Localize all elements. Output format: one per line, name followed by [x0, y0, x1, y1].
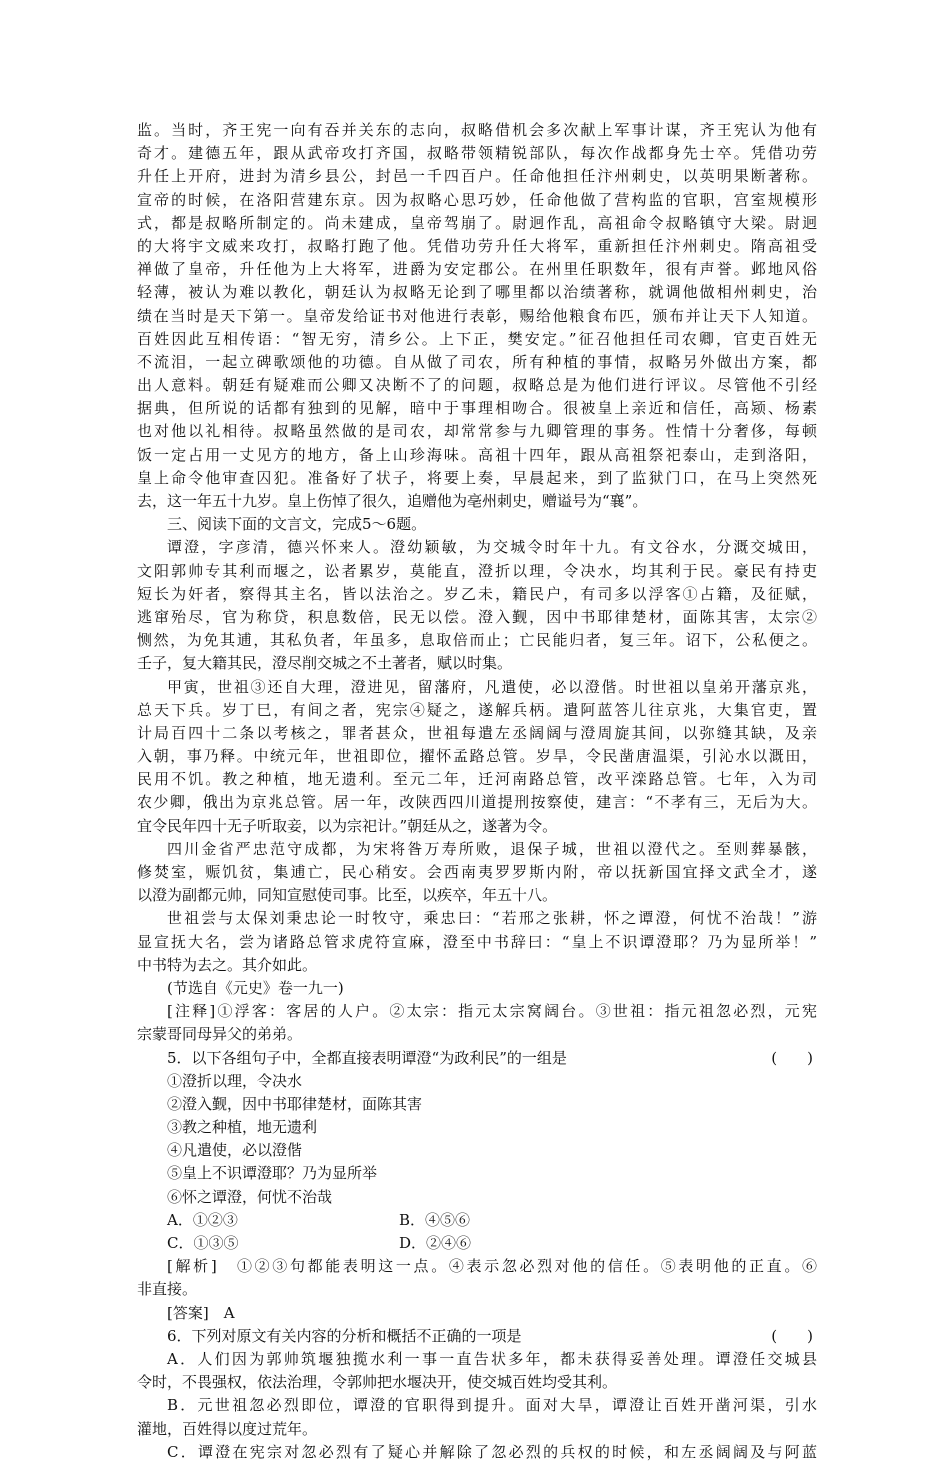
choice-item: ⑥怀之谭澄，何忧不治哉 [167, 1187, 333, 1206]
text-line: 轻薄，被认为难以教化，朝廷认为叔略无论到了哪里都以治绩著称，就调他做相州刺史，治 [137, 283, 817, 302]
choice-item: ③教之种植，地无遗利 [167, 1118, 318, 1137]
text-line: 宗蒙哥同母异父的弟弟。 [137, 1025, 303, 1044]
text-line: 禅做了皇帝，升任他为上大将军，进爵为安定郡公。在州里任职数年，很有声誉。邺地风俗 [137, 260, 817, 279]
text-line: 皇上命令他审查囚犯。准备好了状子，将要上奏，早晨起来，到了监狱门口，在马上突然死 [137, 468, 817, 487]
text-line: 不流泪，一起立碑歌颂他的功德。自从做了司农，所有种植的事情，叔略另外做出方案，都 [137, 352, 817, 371]
question-5 [137, 1047, 817, 1325]
text-line: [注释]①浮客：客居的人户。②太宗：指元太宗窝阔台。③世祖：指元祖忽必烈，元宪 [167, 1002, 817, 1021]
option-b: B．④⑤⑥ [399, 1210, 471, 1229]
answer-paren: ( ) [771, 1326, 813, 1345]
text-line: 农少卿，俄出为京兆总管。居一年，改陕西四川道提刑按察使，建言：“不孝有三，无后为大。 [137, 793, 817, 812]
text-line: 中书特为去之。其介如此。 [137, 955, 318, 974]
text-line: 式，都是叔略所制定的。尚未建成，皇帝驾崩了。尉迥作乱，高祖命令叔略镇守大梁。尉迥 [137, 213, 817, 232]
text-line: 去，这一年五十九岁。皇上伤悼了很久，追赠他为亳州刺史，赠谥号为“襄”。 [137, 492, 648, 510]
text-line: 也对他以礼相待。叔略虽然做的是司农，却常常参与九卿管理的事务。性情十分奢侈，每顿 [137, 422, 817, 441]
text-line: 恻然，为免其逋，其私负者，年虽多，息取倍而止；亡民能归者，复三年。诏下，公私便之。 [137, 631, 817, 650]
text-line: 短长为奸者，察得其主名，皆以法治之。岁乙未，籍民户，有司多以浮客①占籍，及征赋， [137, 584, 817, 603]
text-line: 宣帝的时候，在洛阳营建东京。因为叔略心思巧妙，任命他做了营构监的官职，宫室规模形 [137, 190, 817, 209]
text-line: 计局百四十二条以考核之，罪者甚众，世祖每遣左丞阔阔与澄周旋其间，以弥缝其缺，及亲 [137, 723, 817, 742]
choice-item: ①澄折以理，令决水 [167, 1071, 303, 1090]
option-row [137, 1232, 817, 1255]
text-line: 民用不饥。教之种植，地无遗利。至元二年，迁河南路总管，改平滦路总管。七年，入为司 [137, 770, 817, 789]
choice-item: ⑤皇上不识谭澄耶？乃为显所举 [167, 1164, 378, 1183]
translation-passage [137, 119, 817, 513]
text-line: 四川金省严忠范守成都，为宋将昝万寿所败，退保子城，世祖以澄代之。至则葬暴骸， [167, 839, 817, 858]
document-page [137, 119, 817, 1464]
option-d: D．②④⑥ [399, 1234, 472, 1252]
option-text: B．元世祖忽必烈即位，谭澄的官职得到提升。面对大旱，谭澄让百姓开凿河渠，引水 [167, 1396, 817, 1415]
question-6 [137, 1325, 817, 1464]
option-text: A．人们因为郭帅筑堰独揽水利一事一直告状多年，都未获得妥善处理。谭澄任交城县 [167, 1349, 817, 1368]
classical-passage [137, 536, 817, 977]
text-line: 据典，但所说的话都有独到的见解，暗中于事理相吻合。很被皇上亲近和信任，高颎、杨素 [137, 399, 817, 418]
analysis-text: [解析] ①②③句都能表明这一点。④表示忽必烈对他的信任。⑤表明他的正直。⑥ [167, 1257, 817, 1276]
text-line: 百姓因此互相传语：“智无穷，清乡公。上下正，樊安定。”征召他担任司农卿，官吏百姓无 [137, 329, 817, 348]
text-line: 世祖尝与太保刘秉忠论一时牧守，乘忠曰：“若邢之张耕，怀之谭澄，何忧不治哉！”游 [167, 909, 817, 928]
question-stem: 5．以下各组句子中，全都直接表明谭澄“为政利民”的一组是 [167, 1048, 567, 1067]
text-line: 入朝，事乃释。中统元年，世祖即位，擢怀孟路总管。岁旱，令民凿唐温渠，引沁水以溉田， [137, 747, 817, 766]
option-text: 令时，不畏强权，依法治理，令郭帅把水堰决开，使交城百姓均受其利。 [137, 1373, 618, 1392]
option-text: 灌地，百姓得以度过荒年。 [137, 1419, 318, 1438]
text-line: 逃窜殆尽，官为称贷，积息数倍，民无以偿。澄入觐，因中书耶律楚材，面陈其害，太宗② [137, 607, 817, 626]
text-line: 升任上开府，进封为清乡县公，封邑一千四百户。任命他担任汴州刺史，以英明果断著称。 [137, 167, 817, 186]
text-line: 以澄为副都元帅，同知宣慰使司事。比至，以疾卒，年五十八。 [137, 886, 558, 905]
option-text: C．谭澄在宪宗对忽必烈有了疑心并解除了忽必烈的兵权的时候，和左丞阔阔及与阿蓝 [167, 1442, 817, 1461]
text-line: 饭一定占用一丈见方的地方，备上山珍海味。高祖十四年，跟从高祖祭祀泰山，走到洛阳， [137, 445, 817, 464]
answer-paren: ( ) [771, 1048, 813, 1067]
text-line: 出人意料。朝廷有疑难而公卿又决断不了的问题，叔略总是为他们进行评议。尽管他不引经 [137, 376, 817, 395]
text-line: 奇才。建德五年，跟从武帝攻打齐国，叔略带领精锐部队，每次作战都身先士卒。凭借功劳 [137, 144, 817, 163]
text-line: 的大将宇文威来攻打，叔略打跑了他。凭借功劳升任大将军，重新担任汴州刺史。隋高祖受 [137, 236, 817, 255]
option-row [137, 1209, 817, 1232]
question-stem-row [137, 1047, 817, 1070]
text-line: 监。当时，齐王宪一向有吞并关东的志向，叔略借机会多次献上军事计谋，齐王宪认为他有 [137, 121, 817, 139]
text-line: 总天下兵。岁丁巳，有间之者，宪宗④疑之，遂解兵柄。遣阿蓝答儿往京兆，大集官吏，置 [137, 700, 817, 719]
text-line: 文阳郭帅专其利而堰之，讼者累岁，莫能直，澄折以理，令决水，均其利于民。豪民有持吏 [137, 561, 817, 580]
choice-item: ④凡遣使，必以澄偕 [167, 1141, 303, 1160]
option-a: A．①②③ [167, 1210, 238, 1229]
option-c: C．①③⑤ [167, 1234, 239, 1252]
choice-item: ②澄入觐，因中书耶律楚材，面陈其害 [167, 1094, 423, 1113]
text-line: 显宣抚大名，尝为诸路总管求虎符宣麻，澄至中书辞曰：“皇上不识谭澄耶？乃为显所举！” [137, 932, 817, 951]
source-citation: (节选自《元史》卷一九一) [167, 978, 344, 997]
analysis-text: 非直接。 [137, 1280, 198, 1299]
text-line: 宜令民年四十无子听取妾，以为宗祀计。”朝廷从之，遂著为令。 [137, 816, 558, 835]
question-stem: 6．下列对原文有关内容的分析和概括不正确的一项是 [167, 1326, 522, 1345]
question-stem-row [137, 1325, 817, 1348]
text-line: 谭澄，字彦清，德兴怀来人。澄幼颖敏，为交城令时年十九。有文谷水，分溉交城田， [167, 538, 817, 557]
section-title: 三、阅读下面的文言文，完成5～6题。 [167, 515, 427, 534]
text-line: 甲寅，世祖③还自大理，澄进见，留藩府，凡遣使，必以澄偕。时世祖以皇弟开藩京兆， [167, 677, 817, 696]
answer-text: [答案] A [167, 1303, 235, 1322]
text-line: 绩在当时是天下第一。皇帝发给证书对他进行表彰，赐给他粮食布匹，颁布并让天下人知道。 [137, 306, 817, 325]
text-line: 修焚室，赈饥贫，集逋亡，民心稍安。会西南夷罗罗斯内附，帝以抚新国宜择文武全才，遂 [137, 863, 817, 881]
text-line: 壬子，复大籍其民，澄尽削交城之不土著者，赋以时集。 [137, 654, 513, 673]
annotations [137, 1000, 817, 1046]
